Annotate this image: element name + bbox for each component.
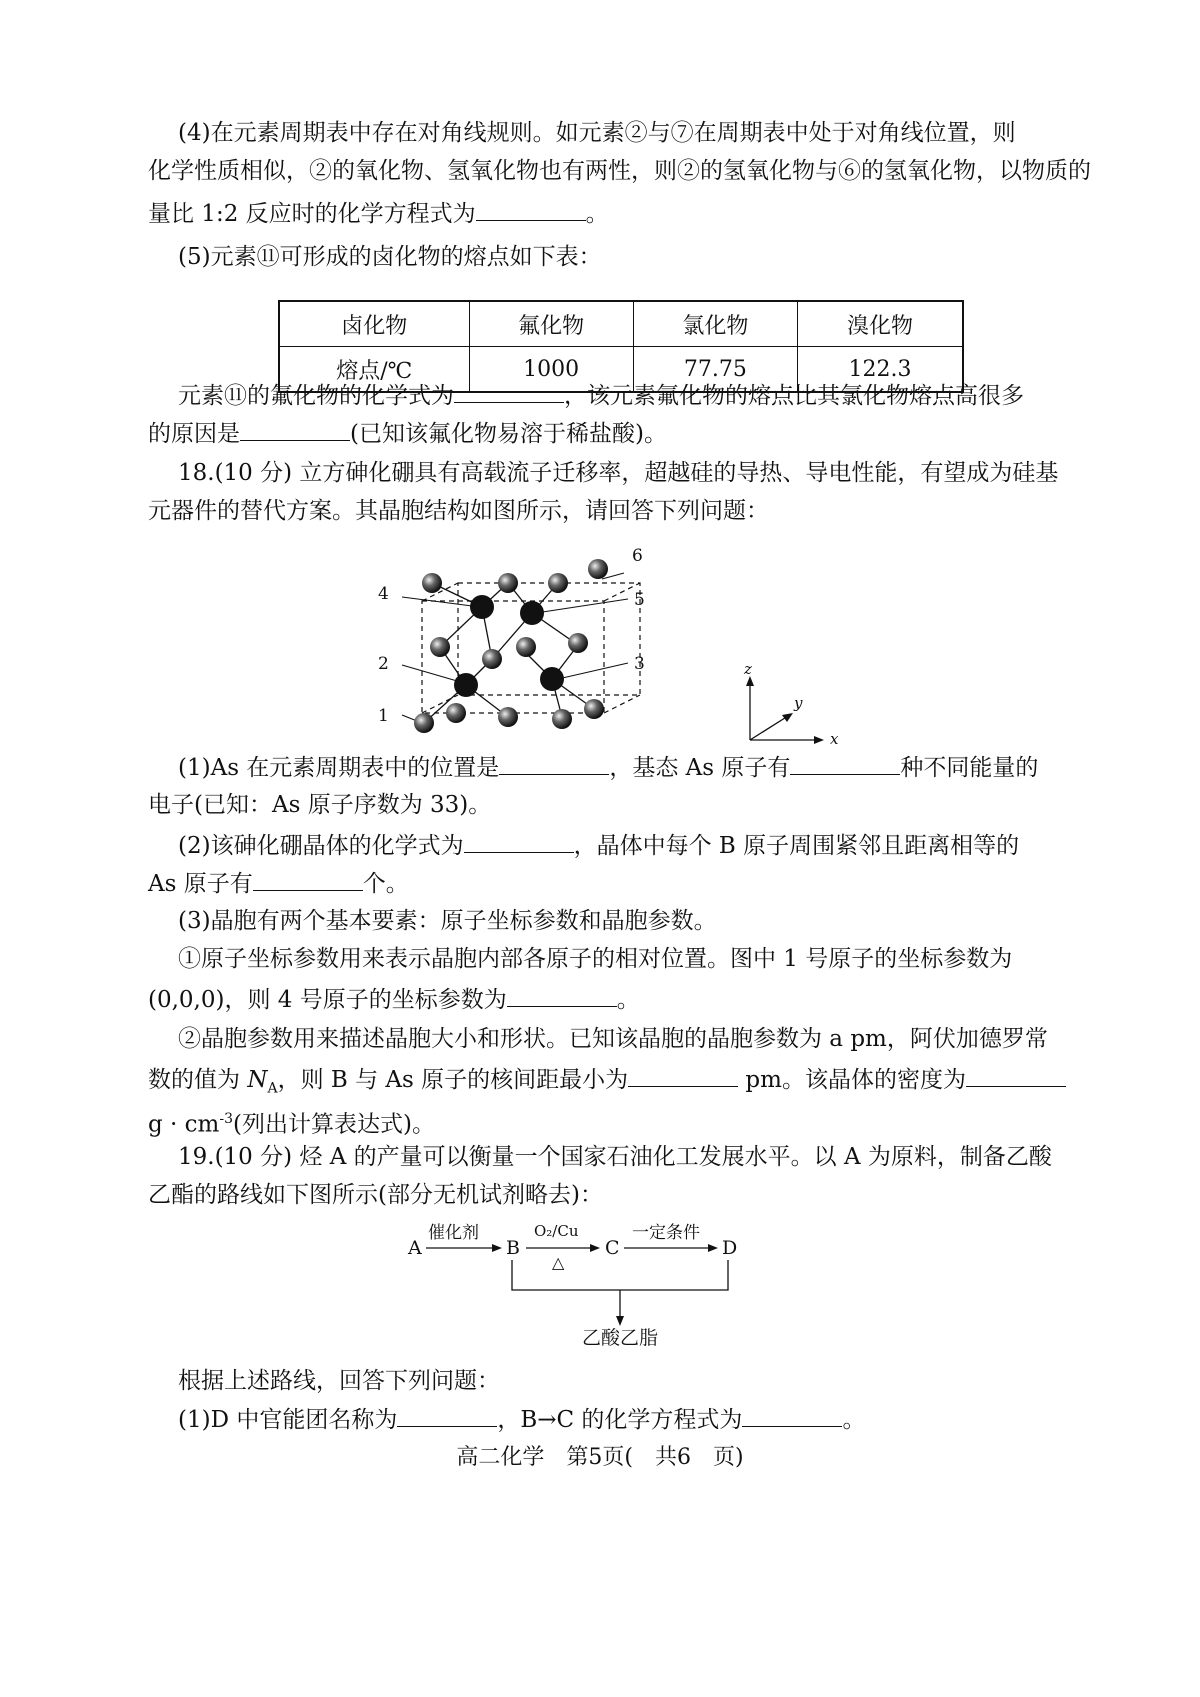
answer-blank[interactable]	[742, 1404, 842, 1427]
answer-blank[interactable]	[464, 830, 574, 853]
q18-p3-1-text-b: 。	[616, 987, 640, 1013]
answer-blank[interactable]	[253, 868, 363, 891]
q17-part5-line2	[148, 418, 1088, 449]
answer-blank[interactable]	[507, 984, 617, 1007]
q17-part5-text-c: 的原因是	[148, 421, 240, 447]
atom-label-2: 2	[378, 654, 389, 674]
table-header-cell: 卤化物	[279, 301, 469, 347]
q18-p3-2-line2	[148, 1064, 1088, 1104]
q18-p3-2-line3	[148, 1104, 1088, 1140]
q18-p3-1-line1: ①原子坐标参数用来表示晶胞内部各原子的相对位置。图中 1 号原子的坐标参数为	[178, 946, 1013, 972]
q18-p3-intro: (3)晶胞有两个基本要素：原子坐标参数和晶胞参数。	[178, 908, 717, 934]
answer-blank[interactable]	[628, 1064, 738, 1087]
table-header-cell: 氯化物	[633, 301, 797, 347]
answer-blank[interactable]	[454, 380, 564, 403]
q17-part4-line3	[148, 198, 1088, 229]
scheme-node-A: A	[408, 1237, 422, 1259]
q18-p2-line1	[178, 830, 1088, 861]
scheme-arrows	[426, 1248, 728, 1320]
atom-label-5: 5	[634, 590, 645, 610]
q19-p1-text-c: 。	[842, 1407, 866, 1433]
q18-p3-1-line2	[148, 984, 1088, 1015]
q17-part5-intro: (5)元素⑪可形成的卤化物的熔点如下表：	[178, 244, 602, 270]
q18-p3-1-text-a: (0,0,0)，则 4 号原子的坐标参数为	[148, 987, 507, 1013]
page-footer: 高二化学 第5页( 共6 页)	[456, 1445, 744, 1470]
q17-part5-text-a: 元素⑪的氟化物的化学式为	[178, 383, 454, 409]
arsenic-atoms	[414, 559, 608, 733]
q18-p1-line2: 电子(已知：As 原子序数为 33)。	[148, 792, 492, 818]
table-cell: 1000	[469, 347, 633, 393]
table-header-cell: 氟化物	[469, 301, 633, 347]
q18-p2-text-b: ，晶体中每个 B 原子周围紧邻且距离相等的	[573, 833, 1020, 859]
q19-p1-text-a: (1)D 中官能团名称为	[178, 1407, 398, 1433]
q17-part5-text-b: ，该元素氟化物的熔点比其氯化物熔点高很多	[564, 383, 1024, 409]
q18-p2-line2	[148, 868, 1088, 899]
scheme-reagent-1: 催化剂	[428, 1223, 479, 1243]
table-cell: 122.3	[798, 347, 963, 393]
answer-blank[interactable]	[397, 1404, 497, 1427]
answer-blank[interactable]	[240, 418, 350, 441]
q18-intro-line1: 18.(10 分) 立方砷化硼具有高载流子迁移率，超越硅的导热、导电性能，有望成为硅基	[178, 460, 1059, 486]
avogadro-subscript: A	[267, 1080, 278, 1097]
q17-part5-line1	[178, 380, 1088, 411]
scheme-product: 乙酸乙脂	[582, 1327, 659, 1349]
q19-p1-text-b: ，B→C 的化学方程式为	[497, 1407, 743, 1433]
q18-p1-line1	[178, 752, 1088, 783]
q18-p1-text-c: 种不同能量的	[900, 755, 1039, 781]
avogadro-symbol: N	[247, 1067, 268, 1093]
scheme-reagent-2-bottom: △	[552, 1253, 565, 1272]
q18-p3-2-unit-exp: -3	[219, 1111, 233, 1127]
q19-intro-line1: 19.(10 分) 烃 A 的产量可以衡量一个国家石油化工发展水平。以 A 为原料，制备乙酸	[178, 1144, 1052, 1170]
q19-intro-line2: 乙酯的路线如下图所示(部分无机试剂略去)：	[148, 1182, 603, 1208]
crystal-cell-figure	[378, 546, 710, 740]
scheme-node-B: B	[506, 1237, 520, 1259]
q18-p3-2-line1: ②晶胞参数用来描述晶胞大小和形状。已知该晶胞的晶胞参数为 a pm，阿伏加德罗常	[178, 1026, 1048, 1052]
q18-p3-2-text-c: pm。该晶体的密度为	[738, 1067, 966, 1093]
synthesis-route	[400, 1212, 780, 1362]
axis-label-y: y	[794, 694, 803, 712]
q18-p2-text-d: 个。	[362, 871, 409, 897]
bond-lines	[424, 583, 594, 723]
q17-part4-line3-text: 量比 1:2 反应时的化学方程式为	[148, 201, 476, 227]
atom-label-3: 3	[634, 654, 645, 674]
q18-p3-2-text-b: ，则 B 与 As 原子的核间距最小为	[277, 1067, 629, 1093]
q19-p1-line1	[178, 1404, 1088, 1435]
q17-part4-line2: 化学性质相似，②的氧化物、氢氧化物也有两性，则②的氢氧化物与⑥的氢氧化物，以物质的	[148, 158, 1091, 184]
scheme-node-C: C	[605, 1237, 620, 1259]
atom-label-6: 6	[632, 546, 643, 566]
q18-p1-text-b: ，基态 As 原子有	[609, 755, 791, 781]
answer-blank[interactable]	[966, 1064, 1066, 1087]
answer-blank[interactable]	[790, 752, 900, 775]
atom-label-4: 4	[378, 584, 389, 604]
table-header-row	[279, 301, 963, 347]
answer-blank[interactable]	[476, 198, 586, 221]
answer-blank[interactable]	[499, 752, 609, 775]
scheme-node-D: D	[722, 1237, 738, 1259]
scheme-reagent-2-top: O₂/Cu	[534, 1222, 579, 1240]
q18-p2-text-c: As 原子有	[148, 871, 253, 897]
boron-atoms	[454, 595, 564, 697]
q18-p1-text-a: (1)As 在元素周期表中的位置是	[178, 755, 500, 781]
q18-p3-2-text-d: (列出计算表达式)。	[233, 1111, 435, 1138]
table-cell: 77.75	[633, 347, 797, 393]
q19-ask: 根据上述路线，回答下列问题：	[178, 1368, 500, 1394]
q18-p2-text-a: (2)该砷化硼晶体的化学式为	[178, 833, 464, 859]
table-header-cell: 溴化物	[798, 301, 963, 347]
axis-label-x: x	[830, 730, 839, 748]
q17-part4-line1: (4)在元素周期表中存在对角线规则。如元素②与⑦在周期表中处于对角线位置，则	[178, 120, 1016, 146]
axis-label-z: z	[744, 660, 752, 678]
atom-label-1: 1	[378, 706, 389, 726]
q17-part4-line3-end: 。	[585, 201, 609, 227]
q17-part5-text-d: (已知该氟化物易溶于稀盐酸)。	[350, 421, 667, 447]
q18-intro-line2: 元器件的替代方案。其晶胞结构如图所示，请回答下列问题：	[148, 498, 769, 524]
table-cell: 熔点/℃	[279, 347, 469, 393]
scheme-reagent-3: 一定条件	[632, 1223, 700, 1243]
q18-p3-2-text-a: 数的值为	[148, 1067, 248, 1093]
coordinate-axes	[740, 660, 850, 748]
q18-p3-2-unit: g · cm	[148, 1111, 220, 1138]
